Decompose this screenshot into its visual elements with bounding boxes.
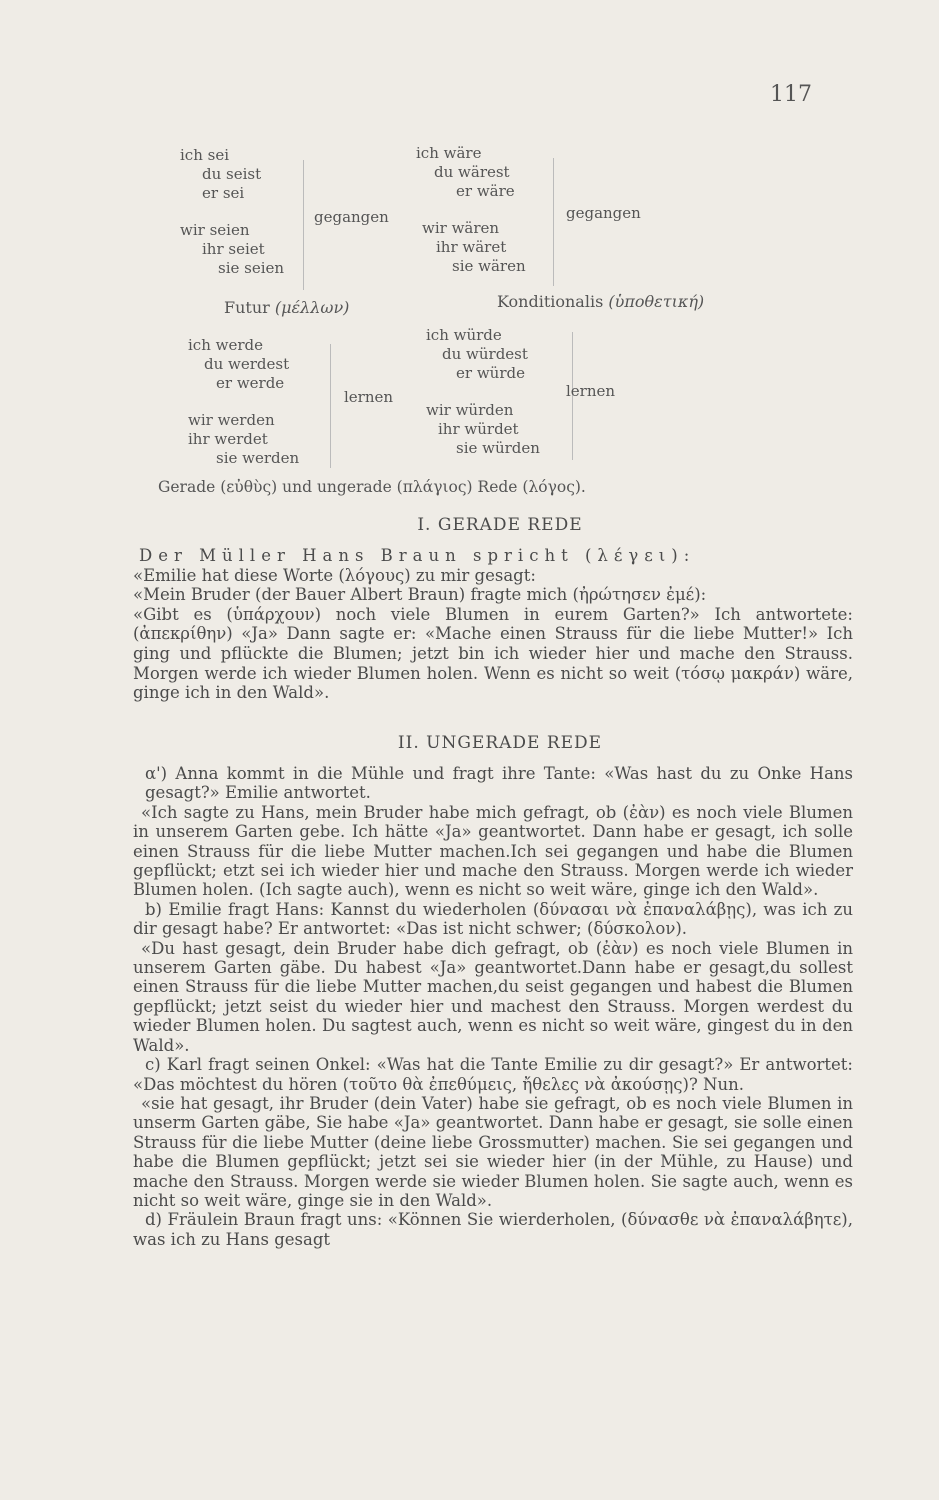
- conj-line: sie seien: [218, 259, 285, 277]
- paragraph: «Ich sagte zu Hans, mein Bruder habe mich gefragt, ob (ἐὰν) es noch viele Blumen in unserem Garten gebe. Ich hätte «Ja» geantwortet. Dann habe er gesagt, ich solle einen Strauss für die liebe Mutter machen.Ich sei gegangen und habe die Blumen gepflückt; etzt sei ich wieder hier und mache den Strauss. Morgen werde ich wieder Blumen holen. (Ich sagte auch), wenn es nicht so weit wäre, ginge ich den Wald».: [133, 802, 853, 900]
- conj-line: er würde: [456, 364, 525, 382]
- paragraph: «Du hast gesagt, dein Bruder habe dich gefragt, ob (ἐὰν) es noch viele Blumen in unserem Garten gäbe. Du habest «Ja» geantwortet.Dann habe er gesagt,du sollest einen Strauss für die liebe Mutter machen,du seist gegangen und habest die Blumen gepflückt; jetzt seist du wieder hier und machest den Strauss. Morgen werdest du wieder Blumen holen. Du sagtest auch, wenn es nicht so weit wäre, gingest du in den Wald».: [133, 938, 853, 1055]
- section-1-title: I. GERADE REDE: [417, 515, 583, 535]
- conj-line: sie wären: [452, 257, 526, 275]
- heading-futur: [224, 298, 349, 317]
- conj-plusquamperfekt-konjunktiv: [416, 144, 526, 276]
- aux-infinitive: lernen: [344, 388, 394, 406]
- conj-line: du würdest: [442, 345, 528, 363]
- conj-line: ihr würdet: [438, 420, 519, 438]
- conj-line: sie werden: [216, 449, 300, 467]
- paragraph-a: α') Anna kommt in die Mühle und fragt ihre Tante: «Was hast du zu Onke Hans gesagt?» Emilie antwortet.: [145, 764, 853, 803]
- heading-kond-greek: (ὑποθετική): [608, 292, 705, 311]
- paragraph: «Gibt es (ὑπάρχουν) noch viele Blumen in eurem Garten?» Ich antwortete: (ἀπεκρίθην) «Ja» Dann sagte er: «Mache einen Strauss für die liebe Mutter!» Ich ging und pflückte die Blumen; jetzt bin ich wieder hier und mache den Strauss. Morgen werde ich wieder Blumen holen. Wenn es nicht so weit (τόσῳ μακράν) wäre, ginge ich in den Wald».: [133, 604, 853, 703]
- conj-line: wir seien: [180, 221, 250, 239]
- section-2-body: [133, 764, 853, 1249]
- conj-futur: [188, 336, 299, 468]
- conj-line: du wärest: [434, 163, 510, 181]
- section-2-title: II. UNGERADE REDE: [397, 733, 603, 753]
- conj-line: wir werden: [188, 411, 275, 429]
- conj-line: ihr wäret: [436, 238, 507, 256]
- heading-konditionalis: [497, 292, 704, 311]
- conj-line: ich würde: [426, 326, 502, 344]
- conj-line: sie würden: [456, 439, 540, 457]
- paragraph-b: b) Emilie fragt Hans: Kannst du wiederholen (δύνασαι νὰ ἐπαναλάβῃς), was ich zu dir gesagt habe? Er antwortet: «Das ist nicht schwer; (δύσκολον).: [133, 899, 853, 939]
- section-1-intro: Der Müller Hans Braun spricht (λέγει):: [139, 546, 696, 565]
- paragraph: «Emilie hat diese Worte (λόγους) zu mir gesagt:: [133, 565, 536, 585]
- conj-line: wir wären: [422, 219, 500, 237]
- bracket-line: [330, 344, 331, 468]
- conj-line: ihr werdet: [188, 430, 268, 448]
- conj-line: ich sei: [180, 146, 229, 164]
- conj-line: du werdest: [204, 355, 290, 373]
- bracket-line: [303, 160, 304, 290]
- conj-line: du seist: [202, 165, 262, 183]
- conj-konditionalis: [426, 326, 540, 458]
- conj-line: ihr seiet: [202, 240, 265, 258]
- aux-participle: gegangen: [566, 204, 641, 222]
- section-1-body: [133, 546, 853, 703]
- paragraph-d: d) Fräulein Braun fragt uns: «Können Sie wierderholen, (δύνασθε νὰ ἐπαναλάβητε), was ich zu Hans gesagt: [133, 1210, 853, 1249]
- aux-infinitive: lernen: [566, 382, 616, 400]
- aux-participle: gegangen: [314, 208, 389, 226]
- conj-line: ich wäre: [416, 144, 482, 162]
- page-number: 117: [770, 82, 812, 107]
- conj-line: er sei: [202, 184, 245, 202]
- paragraph-c: c) Karl fragt seinen Onkel: «Was hat die Tante Emilie zu dir gesagt?» Er antwortet: «Das möchtest du hören (τοῦτο θὰ ἐπεθύμεις, ἤθελες νὰ ἀκούσῃς)? Nun.: [133, 1055, 853, 1094]
- conj-line: wir würden: [426, 401, 514, 419]
- rede-subtitle: Gerade (εὐθὺς) und ungerade (πλάγιος) Rede (λόγος).: [158, 478, 586, 496]
- conj-line: er wäre: [456, 182, 515, 200]
- conj-line: er werde: [216, 374, 285, 392]
- heading-kond-text: Konditionalis: [497, 292, 604, 311]
- heading-futur-greek: (μέλλων): [274, 298, 350, 317]
- conj-perfekt-konjunktiv: [180, 146, 284, 278]
- heading-futur-text: Futur: [224, 298, 270, 317]
- paragraph: «Mein Bruder (der Bauer Albert Braun) fragte mich (ἠρώτησεν ἐμέ):: [133, 585, 707, 605]
- paragraph: «sie hat gesagt, ihr Bruder (dein Vater) habe sie gefragt, ob es noch viele Blumen in unserm Garten gäbe, Sie habe «Ja» geantwortet. Dann habe er gesagt, sie solle einen Strauss für die liebe Mutter (deine liebe Grossmutter) machen. Sie sei gegangen und habe die Blumen gepflückt; jetzt sei sie wieder hier (in der Mühle, zu Hause) und mache den Strauss. Morgen werde sie wieder Blumen holen. Sie sagte auch, wenn es nicht so weit wäre, ginge sie in den Wald».: [133, 1093, 853, 1210]
- bracket-line: [553, 158, 554, 286]
- conj-line: ich werde: [188, 336, 263, 354]
